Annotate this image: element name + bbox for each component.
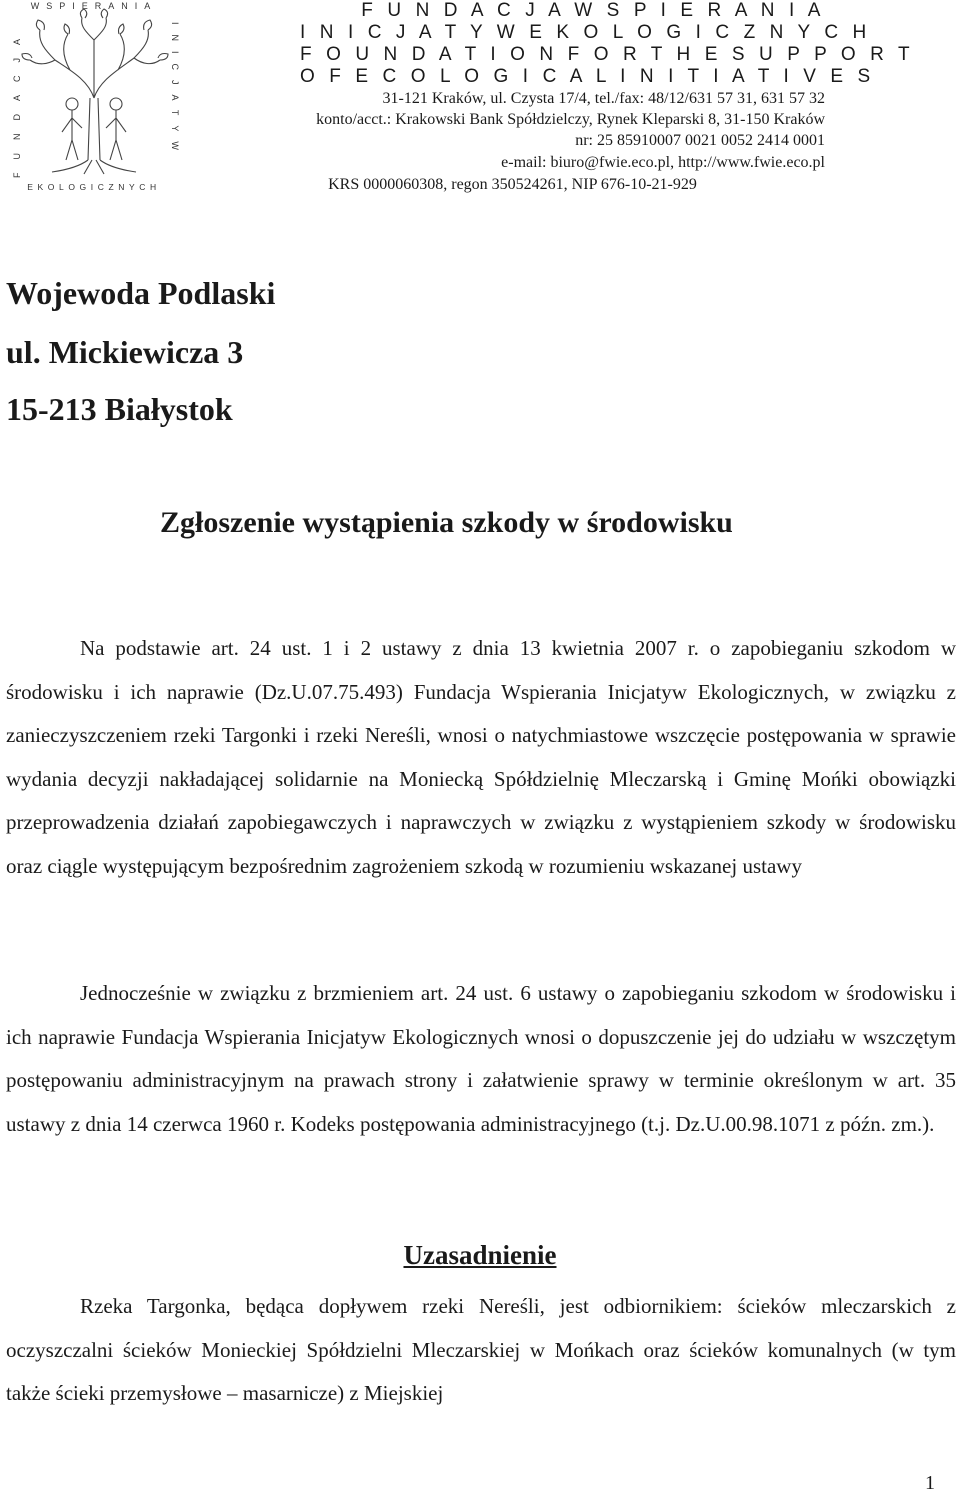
letterhead-account: nr: 25 85910007 0021 0052 2414 0001 <box>575 132 825 149</box>
section-title: Uzasadnienie <box>403 1240 557 1270</box>
letterhead-line-3: F O U N D A T I O N F O R T H E S U P P O R T <box>300 44 915 65</box>
logo-text-top: WSPIERANIA <box>30 1 158 11</box>
page-number: 1 <box>925 1472 935 1494</box>
document-title: Zgłoszenie wystąpienia szkody w środowisku <box>160 506 733 539</box>
letterhead-registry: KRS 0000060308, regon 350524261, NIP 676-10-21-929 <box>328 176 697 193</box>
body-paragraph-2: Jednocześnie w związku z brzmieniem art. 24 ust. 6 ustawy o zapobieganiu szkodom w środowisku i ich naprawie Fundacja Wspierania Inicjatyw Ekologicznych wnosi o dopuszczenie jej do udziału w wszczętym postępowaniu administracyjnym na prawach strony i załatwienie sprawy w terminie określonym w art. 35 ustawy z dnia 14 czerwca 1960 r. Kodeks postępowania administracyjnego (t.j. Dz.U.00.98.1071 z późn. zm.). <box>6 981 956 1136</box>
letterhead-address: 31-121 Kraków, ul. Czysta 17/4, tel./fax: 48/12/631 57 31, 631 57 32 <box>382 90 825 107</box>
recipient-street: ul. Mickiewicza 3 <box>6 334 244 370</box>
foundation-logo <box>0 0 190 192</box>
letterhead-bank: konto/acct.: Krakowski Bank Spółdzielczy, Rynek Kleparski 8, 31-150 Kraków <box>316 111 825 128</box>
recipient-name: Wojewoda Podlaski <box>6 275 276 311</box>
body-paragraph-3: Rzeka Targonka, będąca dopływem rzeki Nereśli, jest odbiornikiem: ścieków mleczarskich z oczyszczalni ścieków Monieckiej Spółdzielni Mleczarskiej w Mońkach oraz ścieków komunalnych (w tym także ścieki przemysłowe – masarnicze) z Miejskiej <box>6 1294 956 1405</box>
letterhead-line-4: O F E C O L O G I C A L I N I T I A T I V E S <box>300 66 875 87</box>
logo-text-right: INICJATYW <box>170 22 180 160</box>
letterhead-line-1: F U N D A C J A W S P I E R A N I A <box>361 0 825 21</box>
recipient-city: 15-213 Białystok <box>6 391 233 427</box>
body-paragraph-1: Na podstawie art. 24 ust. 1 i 2 ustawy z dnia 13 kwietnia 2007 r. o zapobieganiu szkodom w środowisku i ich naprawie (Dz.U.07.75.493) Fundacja Wspierania Inicjatyw Ekologicznych, w związku z zanieczyszczeniem rzeki Targonki i rzeki Nereśli, wnosi o natychmiastowe wszczęcie postępowania w sprawie wydania decyzji nakładającej solidarnie na Moniecką Spółdzielnię Mleczarską i Gminę Mońki obowiązki przeprowadzenia działań zapobiegawczych i naprawczych w związku z wystąpieniem szkody w środowisku oraz ciągle występującym bezpośrednim zagrożeniem szkodą w rozumieniu wskazanej ustawy <box>6 636 956 878</box>
letterhead-contact: e-mail: biuro@fwie.eco.pl, http://www.fwie.eco.pl <box>501 154 825 171</box>
letterhead-line-2: I N I C J A T Y W E K O L O G I C Z N Y C H <box>300 22 871 43</box>
logo-text-bottom: EKOLOGICZNYCH <box>27 182 161 192</box>
logo-text-left: FUNDACJA <box>12 25 22 178</box>
